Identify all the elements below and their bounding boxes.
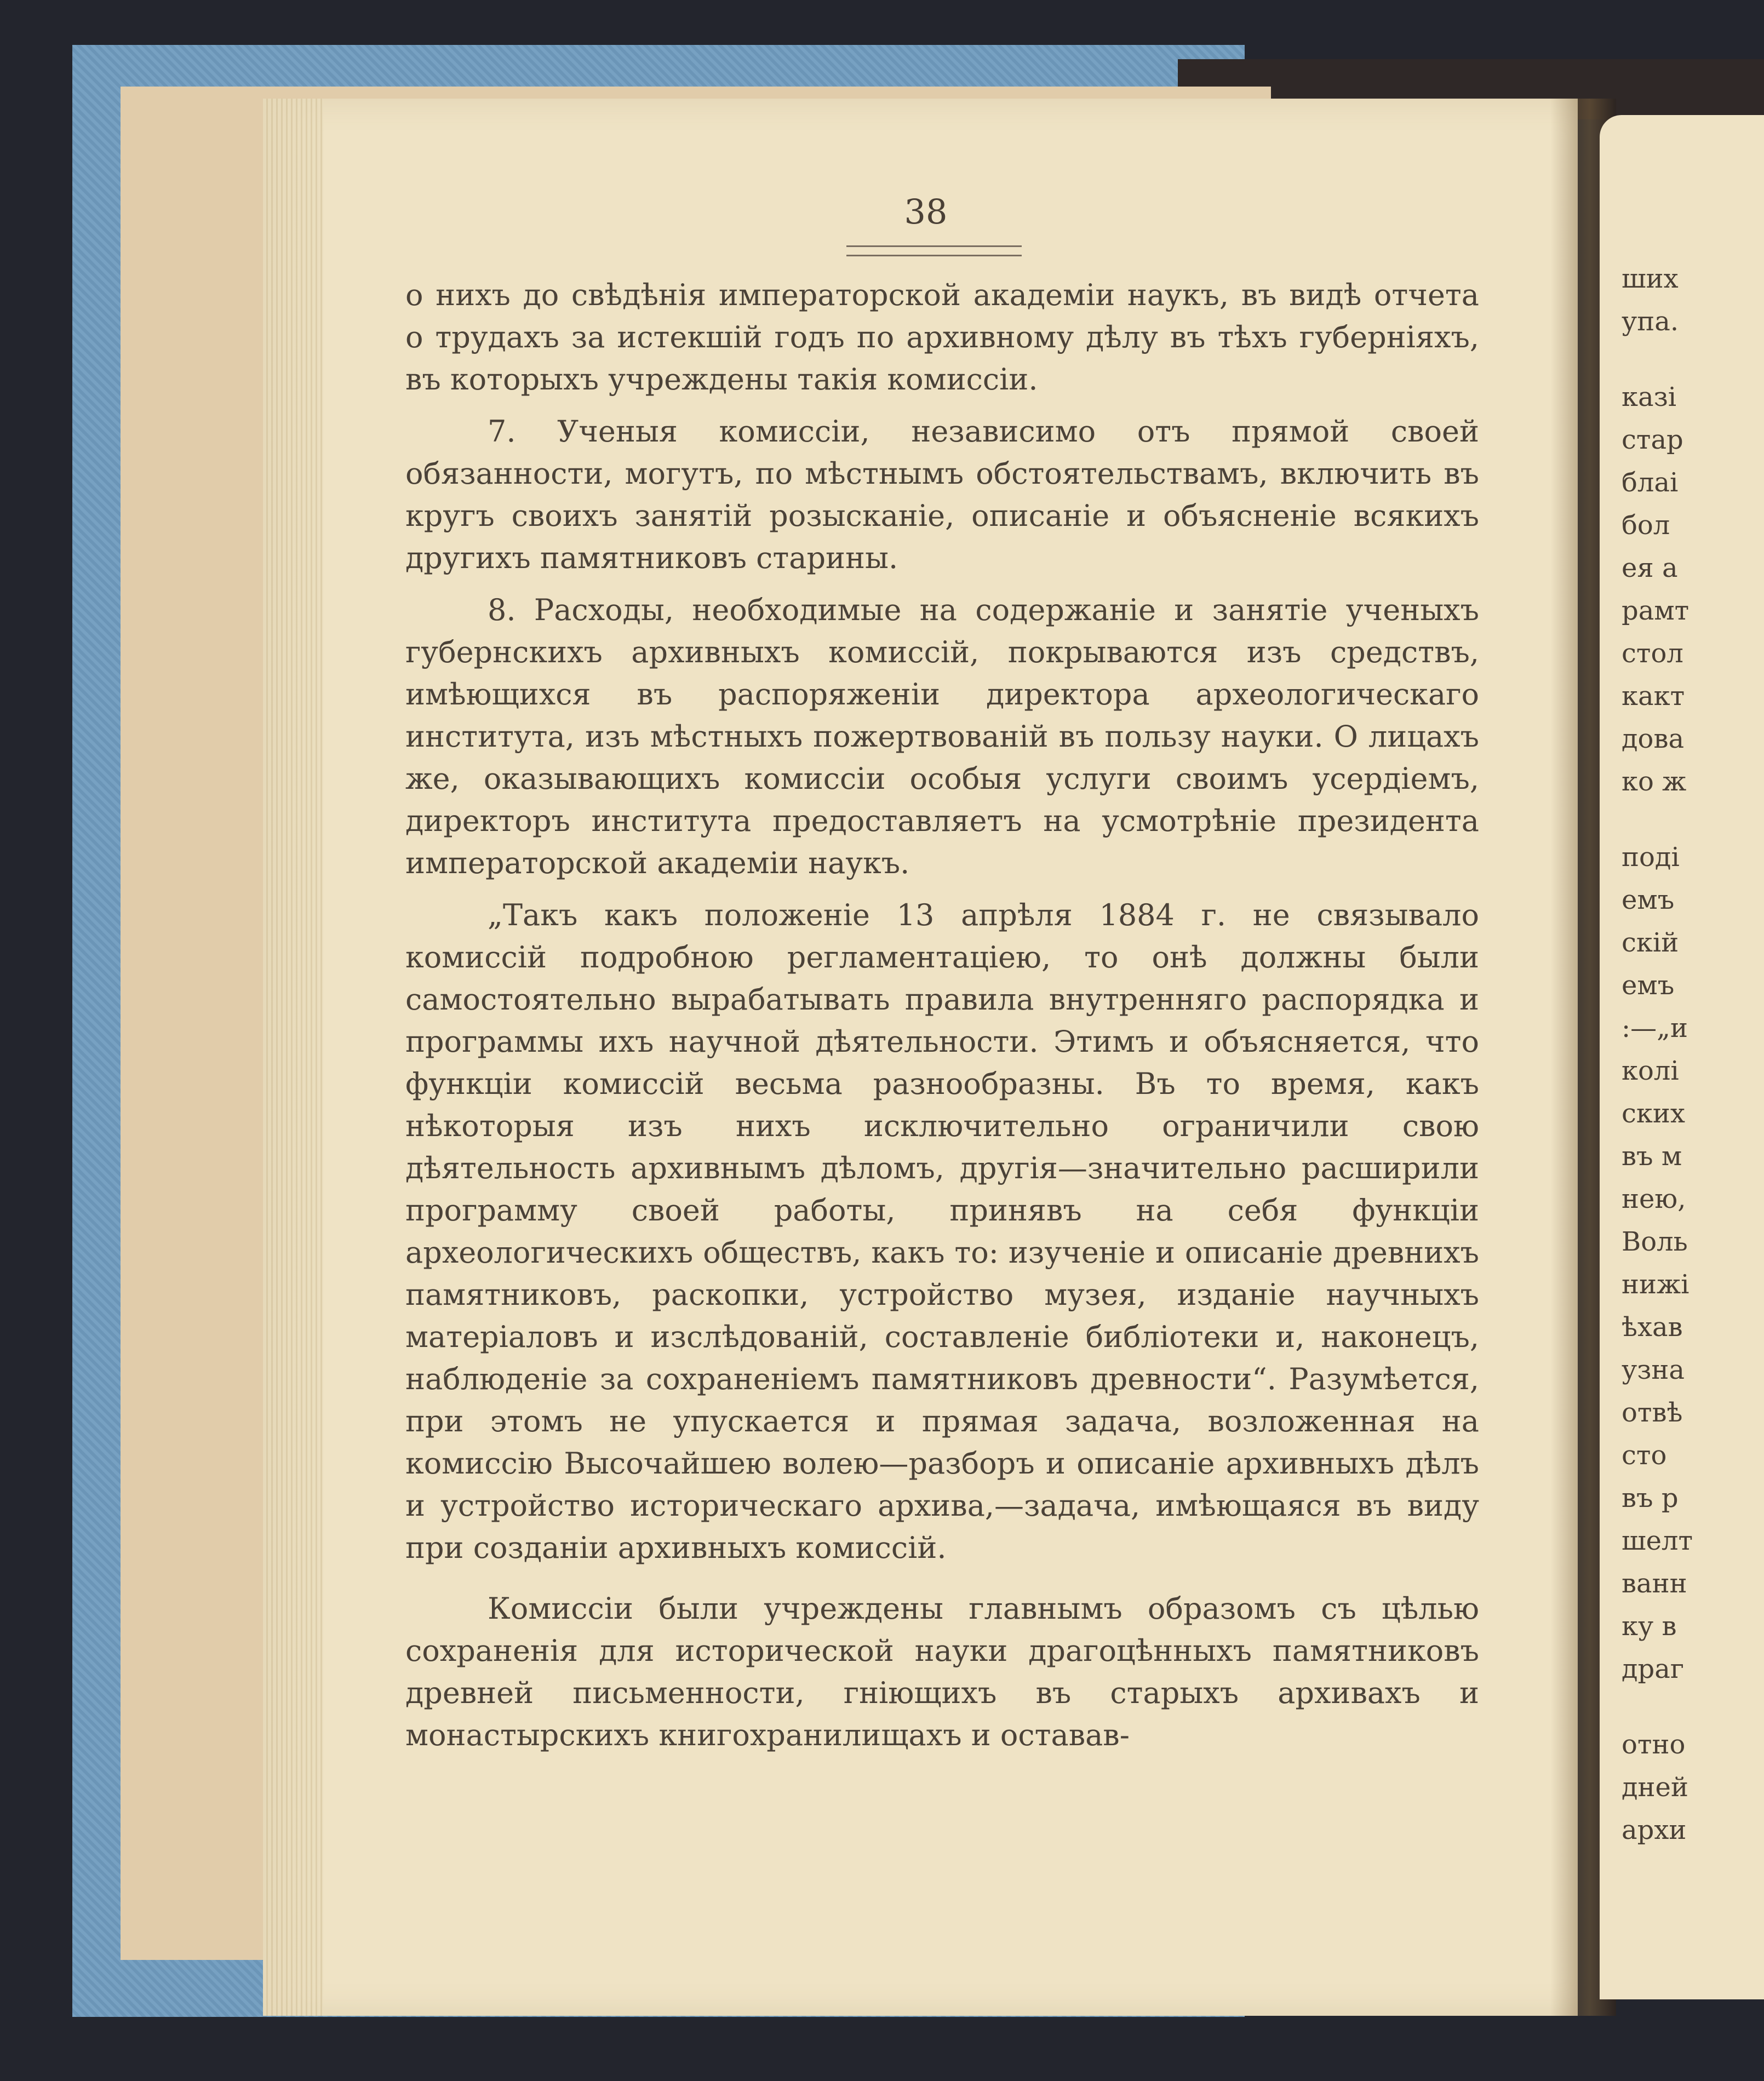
facing-page-fragment: емъ <box>1622 970 1675 1001</box>
facing-page-fragment: шелт <box>1622 1526 1693 1556</box>
page-edges <box>263 99 323 2016</box>
facing-page-fragment: драг <box>1622 1654 1685 1684</box>
facing-page-fragment <box>1622 343 1764 376</box>
facing-page-fragment: бол <box>1622 510 1670 541</box>
facing-page-fragment <box>1622 803 1764 836</box>
page-number: 38 <box>904 192 948 232</box>
facing-page-fragment: ских <box>1622 1098 1685 1129</box>
facing-page-fragment: рамт <box>1622 595 1689 626</box>
page-number-rule <box>846 245 1022 256</box>
facing-page-fragment: емъ <box>1622 885 1675 915</box>
page-text <box>405 274 1479 1766</box>
facing-page-fragment: поді <box>1622 842 1680 873</box>
facing-page-fragment: отвѣ <box>1622 1397 1683 1428</box>
facing-page-fragment <box>1622 1690 1764 1723</box>
facing-page-fragment: ших <box>1622 263 1679 294</box>
paragraph-1: о нихъ до свѣдѣнія императорской академіи наукъ, въ видѣ отчета о трудахъ за истекшій годъ по архивному дѣлу въ тѣхъ губерніяхъ, въ которыхъ учреждены такія комиссіи. <box>405 278 1479 397</box>
facing-page-fragment: ѣхав <box>1622 1312 1683 1343</box>
facing-page-fragment: отно <box>1622 1729 1686 1760</box>
facing-page-fragment: казі <box>1622 382 1677 412</box>
facing-page-fragment: скій <box>1622 927 1679 958</box>
facing-page-fragment: нижі <box>1622 1269 1689 1300</box>
facing-page-fragment: дней <box>1622 1772 1688 1803</box>
facing-page-fragment: ея а <box>1622 553 1678 583</box>
facing-page-fragment: блаі <box>1622 467 1679 498</box>
facing-page-fragment: Воль <box>1622 1226 1688 1257</box>
facing-page-fragment: ку в <box>1622 1611 1677 1642</box>
facing-page-fragments <box>1622 257 1764 1851</box>
facing-page-fragment: стол <box>1622 638 1683 669</box>
facing-page-fragment: какт <box>1622 681 1685 712</box>
facing-page-fragment: въ р <box>1622 1483 1679 1514</box>
facing-page-fragment: ко ж <box>1622 766 1687 797</box>
facing-page-fragment: нею, <box>1622 1184 1686 1214</box>
facing-page-fragment: стар <box>1622 425 1683 455</box>
paragraph-5: Комиссіи были учреждены главнымъ образомъ съ цѣлью сохраненія для исторической науки драгоцѣнныхъ памятниковъ древней письменности, гніющихъ въ старыхъ архивахъ и монастырскихъ книгохранилищахъ и оставав- <box>405 1591 1479 1752</box>
facing-page-fragment: сто <box>1622 1440 1667 1471</box>
facing-page-fragment: архи <box>1622 1815 1687 1845</box>
paragraph-2: 7. Ученыя комиссіи, независимо отъ прямой своей обязанности, могутъ, по мѣстнымъ обстоятельствамъ, включить въ кругъ своихъ занятій розысканіе, описаніе и объясненіе всякихъ другихъ памятниковъ старины. <box>405 414 1479 575</box>
facing-page-fragment: узна <box>1622 1355 1685 1385</box>
facing-page-fragment: дова <box>1622 724 1685 754</box>
paragraph-3: 8. Расходы, необходимые на содержаніе и занятіе ученыхъ губернскихъ архивныхъ комиссій, покрываются изъ средствъ, имѣющихся въ распоряженіи директора археологическаго института, изъ мѣстныхъ пожертвованій въ пользу науки. О лицахъ же, оказывающихъ комиссіи особыя услуги своимъ усердіемъ, директоръ института предоставляетъ на усмотрѣніе президента императорской академіи наукъ. <box>405 593 1479 880</box>
facing-page-fragment: въ м <box>1622 1141 1682 1172</box>
facing-page-fragment: колі <box>1622 1056 1679 1086</box>
facing-page-fragment: ванн <box>1622 1568 1687 1599</box>
facing-page-fragment: :—„и <box>1622 1013 1688 1044</box>
facing-page-fragment: упа. <box>1622 306 1679 337</box>
paragraph-4: „Такъ какъ положеніе 13 апрѣля 1884 г. не связывало комиссій подробною регламентаціею, то онѣ должны были самостоятельно вырабатывать правила внутренняго распорядка и программы ихъ научной дѣятельности. Этимъ и объясняется, что функціи комиссій весьма разнообразны. Въ то время, какъ нѣкоторыя изъ нихъ исключительно ограничили свою дѣятельность архивнымъ дѣломъ, другія—значительно расширили программу своей работы, принявъ на себя функціи археологическихъ обществъ, какъ то: изученіе и описаніе древнихъ памятниковъ, раскопки, устройство музея, изданіе научныхъ матеріаловъ и изслѣдованій, составленіе библіотеки и, наконецъ, наблюденіе за сохраненіемъ памятниковъ древности“. Разумѣется, при этомъ не упускается и прямая задача, возложенная на комиссію Высочайшею волею—разборъ и описаніе архивныхъ дѣлъ и устройство историческаго архива,—задача, имѣющаяся въ виду при созданіи архивныхъ комиссій. <box>405 898 1479 1565</box>
